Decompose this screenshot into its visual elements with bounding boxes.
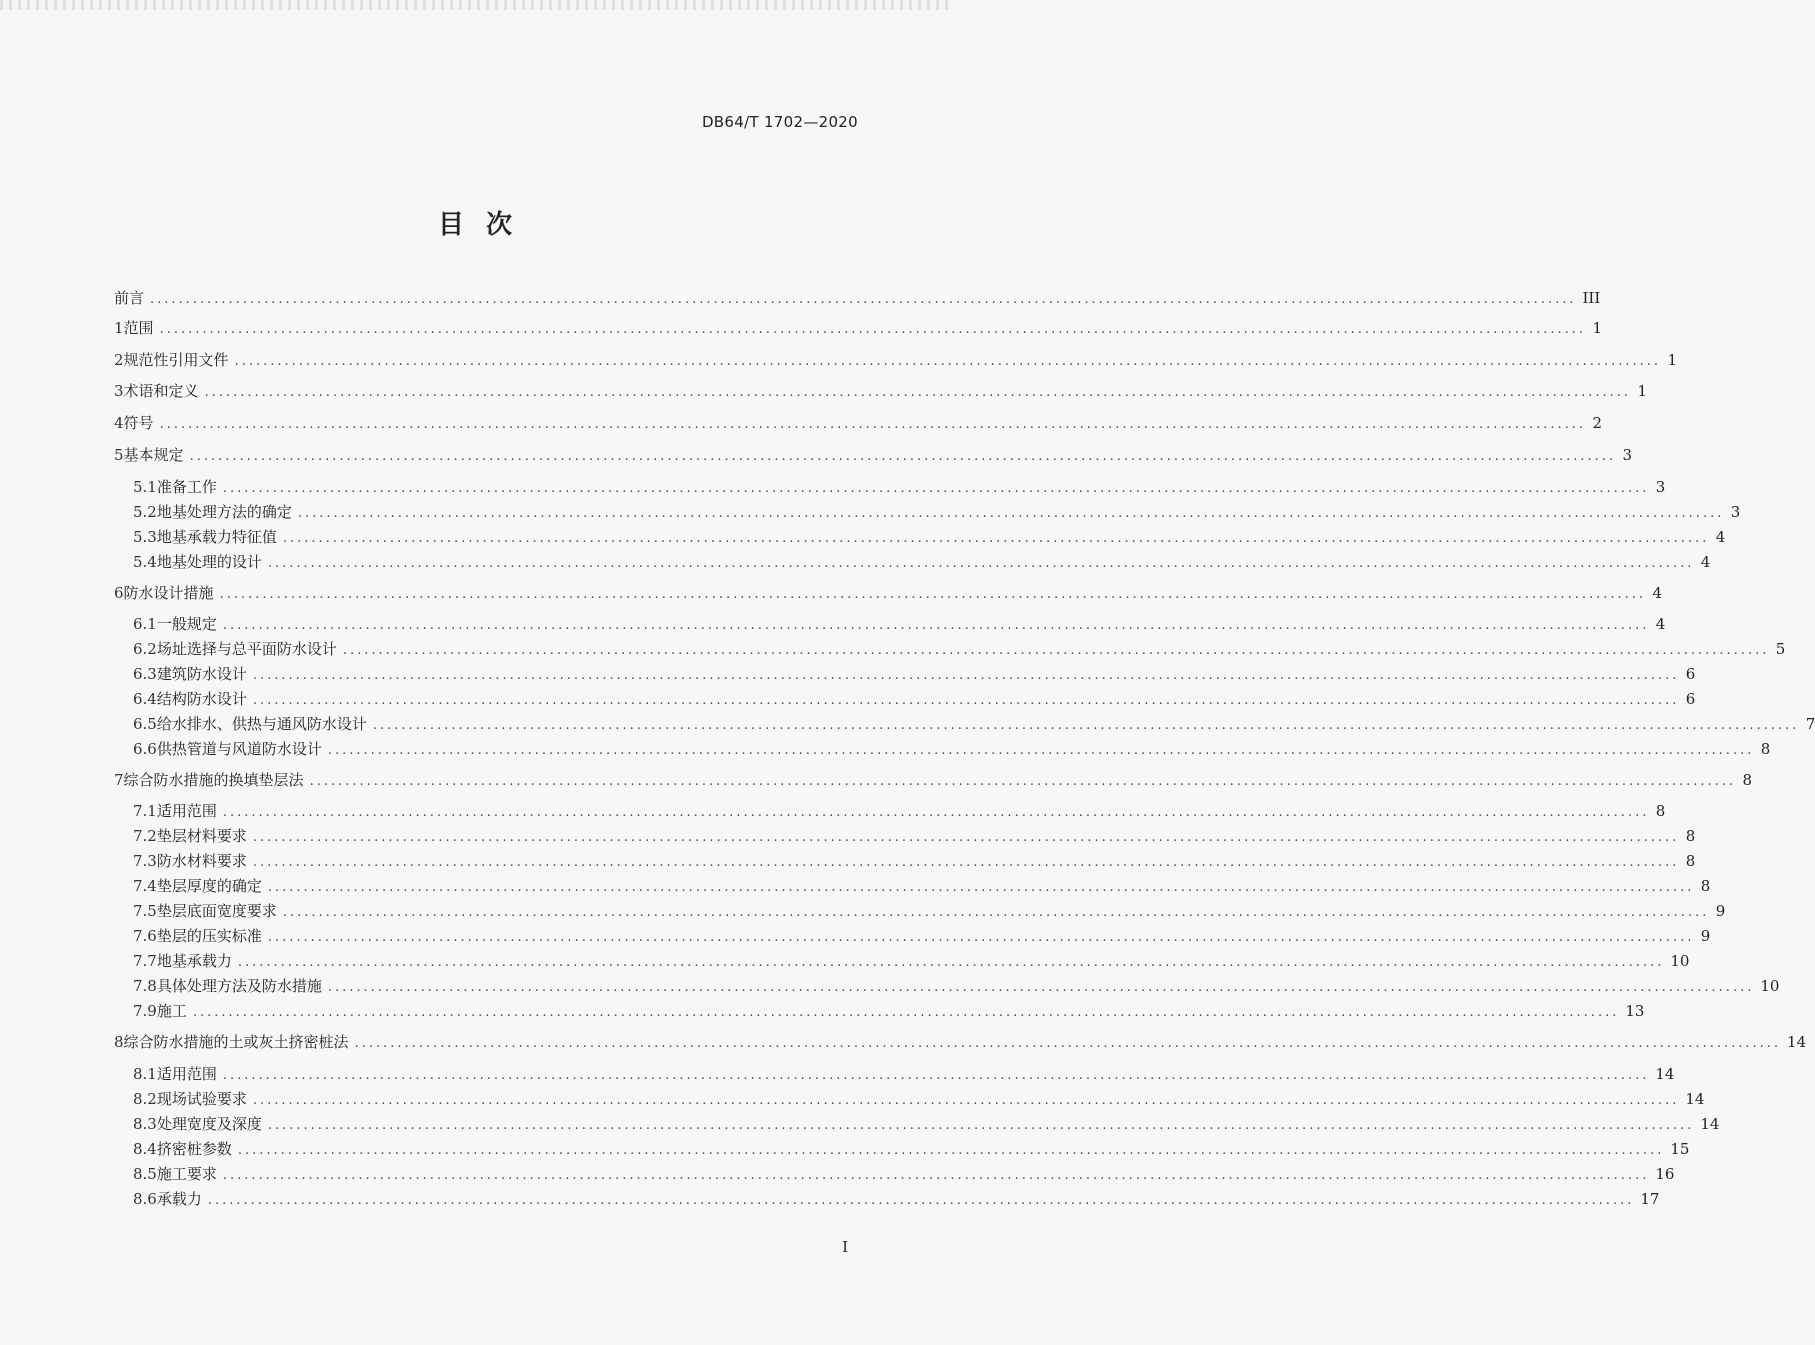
toc-entry-page: 16 [1655, 1165, 1675, 1183]
toc-entry-label: 建筑防水设计 [156, 665, 247, 683]
toc-entry-number: 8.6 [133, 1190, 157, 1208]
page-number: I [842, 1238, 848, 1256]
toc-entry-number: 7 [114, 771, 124, 789]
toc-entry-label: 术语和定义 [123, 382, 199, 400]
toc-entry-page: 8 [1742, 771, 1753, 789]
page-title: 目次 [437, 210, 534, 240]
toc-subentry[interactable] [133, 801, 1666, 821]
toc-entry-page: 1 [1667, 351, 1678, 369]
toc-entry-label: 挤密桩参数 [156, 1140, 232, 1158]
toc-entry-number: 5.1 [133, 478, 157, 496]
toc-subentry[interactable] [133, 1001, 1645, 1021]
toc-entry-page: 14 [1700, 1115, 1720, 1133]
toc-entry-page: 2 [1592, 414, 1603, 432]
toc-leader-dots: ........................................................................................................................................................................................................ [267, 556, 1695, 571]
toc-entry-page: 3 [1622, 446, 1633, 464]
toc-leader-dots: ........................................................................................................................................................................................................ [222, 1068, 1650, 1083]
toc-leader-dots: ........................................................................................................................................................................................................ [327, 743, 1755, 758]
toc-entry-number: 6.4 [133, 690, 157, 708]
toc-leader-dots: ........................................................................................................................................................................................................ [297, 506, 1725, 521]
toc-leader-dots: ........................................................................................................................................................................................................ [354, 1036, 1782, 1051]
toc-entry-number: 8.5 [133, 1165, 157, 1183]
toc-leader-dots: ........................................................................................................................................................................................................ [342, 643, 1770, 658]
toc-entry-number: 5.2 [133, 503, 157, 521]
toc-entry-label: 地基处理的设计 [156, 553, 262, 571]
toc-leader-dots: ........................................................................................................................................................................................................ [222, 805, 1650, 820]
toc-entry-label: 综合防水措施的换填垫层法 [123, 771, 304, 789]
toc-subentry[interactable] [133, 477, 1666, 497]
toc-entry-page: 3 [1655, 478, 1666, 496]
toc-entry-page: 8 [1760, 740, 1771, 758]
toc-entry-number: 8.4 [133, 1140, 157, 1158]
toc-entry-page: 8 [1655, 802, 1666, 820]
toc-subentry[interactable] [133, 714, 1815, 734]
toc-entry-number: 7.2 [133, 827, 157, 845]
toc-leader-dots: ........................................................................................................................................................................................................ [252, 693, 1680, 708]
toc-leader-dots: ........................................................................................................................................................................................................ [252, 668, 1680, 683]
toc-entry-page: 9 [1700, 927, 1711, 945]
toc-entry-number: 7.6 [133, 927, 157, 945]
toc-entry-label: 综合防水措施的土或灰土挤密桩法 [123, 1033, 349, 1051]
toc-entry-number: 1 [114, 319, 124, 337]
toc-entry-number: 7.3 [133, 852, 157, 870]
toc-subentry[interactable] [133, 614, 1666, 634]
toc-entry-page: 8 [1700, 877, 1711, 895]
toc-entry-number: 8 [114, 1033, 124, 1051]
toc-entry-label: 垫层的压实标准 [156, 927, 262, 945]
toc-entry-label: 范围 [123, 319, 154, 337]
toc-entry-number: 6.6 [133, 740, 157, 758]
toc-entry-page: III [1582, 289, 1601, 307]
toc-subentry[interactable] [133, 664, 1696, 684]
toc-entry-page: 14 [1655, 1065, 1675, 1083]
toc-entry-label: 前言 [114, 289, 145, 307]
toc-entry-page: 3 [1730, 503, 1741, 521]
toc-leader-dots: ........................................................................................................................................................................................................ [372, 718, 1800, 733]
toc-entry[interactable] [114, 770, 1753, 790]
toc-entry-page: 6 [1685, 690, 1696, 708]
toc-entry-label: 防水材料要求 [156, 852, 247, 870]
toc-subentry[interactable] [133, 851, 1696, 871]
toc-entry[interactable] [114, 381, 1648, 401]
toc-entry-number: 2 [114, 351, 124, 369]
toc-entry-label: 供热管道与风道防水设计 [156, 740, 322, 758]
toc-entry-number: 6.5 [133, 715, 157, 733]
toc-entry-label: 符号 [123, 414, 154, 432]
toc-entry-label: 防水设计措施 [123, 584, 214, 602]
toc-entry[interactable] [114, 1032, 1807, 1052]
toc-entry-label: 场址选择与总平面防水设计 [156, 640, 337, 658]
toc-entry-label: 给水排水、供热与通风防水设计 [156, 715, 367, 733]
toc-entry-page: 1 [1637, 382, 1648, 400]
toc-entry-number: 8.2 [133, 1090, 157, 1108]
toc-leader-dots: ........................................................................................................................................................................................................ [222, 1168, 1650, 1183]
toc-subentry[interactable] [133, 876, 1711, 896]
toc-entry-number: 3 [114, 382, 124, 400]
toc-entry-label: 规范性引用文件 [123, 351, 229, 369]
toc-entry-label: 垫层材料要求 [156, 827, 247, 845]
document-code: DB64/T 1702—2020 [701, 113, 858, 131]
toc-entry[interactable] [114, 445, 1633, 465]
toc-entry-label: 施工要求 [156, 1165, 217, 1183]
toc-entry-number: 8.3 [133, 1115, 157, 1133]
toc-leader-dots: ........................................................................................................................................................................................................ [252, 1093, 1680, 1108]
toc-subentry[interactable] [133, 976, 1780, 996]
toc-entry-label: 基本规定 [123, 446, 184, 464]
toc-leader-dots: ........................................................................................................................................................................................................ [219, 587, 1647, 602]
toc-entry-number: 5.4 [133, 553, 157, 571]
toc-leader-dots: ........................................................................................................................................................................................................ [237, 1143, 1665, 1158]
toc-entry-number: 6 [114, 584, 124, 602]
toc-leader-dots: ........................................................................................................................................................................................................ [207, 1193, 1635, 1208]
toc-entry-label: 现场试验要求 [156, 1090, 247, 1108]
toc-entry-label: 适用范围 [156, 802, 217, 820]
toc-subentry[interactable] [133, 926, 1711, 946]
toc-leader-dots: ........................................................................................................................................................................................................ [282, 531, 1710, 546]
toc-entry-label: 处理宽度及深度 [156, 1115, 262, 1133]
toc-entry-page: 14 [1787, 1033, 1807, 1051]
toc-leader-dots: ........................................................................................................................................................................................................ [189, 449, 1617, 464]
toc-entry-number: 6.3 [133, 665, 157, 683]
toc-entry-label: 一般规定 [156, 615, 217, 633]
toc-entry-label: 地基处理方法的确定 [156, 503, 292, 521]
toc-entry-page: 7 [1805, 715, 1815, 733]
toc-subentry[interactable] [133, 1064, 1675, 1084]
toc-subentry[interactable] [133, 527, 1726, 547]
toc-leader-dots: ........................................................................................................................................................................................................ [204, 385, 1632, 400]
toc-subentry[interactable] [133, 1139, 1690, 1159]
toc-entry-number: 8.1 [133, 1065, 157, 1083]
toc-subentry[interactable] [133, 502, 1741, 522]
toc-entry-page: 14 [1685, 1090, 1705, 1108]
toc-entry-number: 6.1 [133, 615, 157, 633]
toc-subentry[interactable] [133, 826, 1696, 846]
toc-entry-number: 6.2 [133, 640, 157, 658]
toc-entry-number: 7.1 [133, 802, 157, 820]
toc-entry-page: 5 [1775, 640, 1786, 658]
toc-subentry[interactable] [133, 739, 1771, 759]
toc-entry[interactable] [114, 318, 1603, 338]
toc-leader-dots: ........................................................................................................................................................................................................ [267, 1118, 1695, 1133]
toc-entry-label: 准备工作 [156, 478, 217, 496]
toc-entry-page: 8 [1685, 852, 1696, 870]
toc-entry-label: 垫层底面宽度要求 [156, 902, 277, 920]
toc-subentry[interactable] [133, 901, 1726, 921]
toc-leader-dots: ........................................................................................................................................................................................................ [267, 880, 1695, 895]
toc-leader-dots: ........................................................................................................................................................................................................ [252, 830, 1680, 845]
toc-entry-label: 垫层厚度的确定 [156, 877, 262, 895]
toc-entry-page: 15 [1670, 1140, 1690, 1158]
toc-entry-number: 7.8 [133, 977, 157, 995]
toc-entry-page: 4 [1700, 553, 1711, 571]
toc-entry-label: 施工 [156, 1002, 187, 1020]
toc-entry-page: 4 [1715, 528, 1726, 546]
toc-entry-number: 5 [114, 446, 124, 464]
toc-entry[interactable] [114, 583, 1663, 603]
toc-subentry[interactable] [133, 1189, 1660, 1209]
toc-leader-dots: ........................................................................................................................................................................................................ [282, 905, 1710, 920]
toc-leader-dots: ........................................................................................................................................................................................................ [327, 980, 1755, 995]
toc-subentry[interactable] [133, 1164, 1675, 1184]
toc-entry-label: 具体处理方法及防水措施 [156, 977, 322, 995]
toc-entry-label: 地基承载力 [156, 952, 232, 970]
toc-entry-number: 4 [114, 414, 124, 432]
toc-entry-number: 7.5 [133, 902, 157, 920]
toc-entry-page: 4 [1652, 584, 1663, 602]
toc-subentry[interactable] [133, 951, 1690, 971]
toc-entry-page: 13 [1625, 1002, 1645, 1020]
toc-leader-dots: ........................................................................................................................................................................................................ [192, 1005, 1620, 1020]
toc-entry-label: 地基承载力特征值 [156, 528, 277, 546]
toc-subentry[interactable] [133, 689, 1696, 709]
toc-entry[interactable] [114, 350, 1678, 370]
toc-leader-dots: ........................................................................................................................................................................................................ [222, 618, 1650, 633]
toc-entry-page: 10 [1760, 977, 1780, 995]
toc-subentry[interactable] [133, 639, 1786, 659]
toc-leader-dots: ........................................................................................................................................................................................................ [159, 417, 1587, 432]
toc-entry-page: 10 [1670, 952, 1690, 970]
toc-entry-page: 6 [1685, 665, 1696, 683]
toc-leader-dots: ........................................................................................................................................................................................................ [159, 322, 1587, 337]
toc-entry-page: 4 [1655, 615, 1666, 633]
toc-entry-page: 17 [1640, 1190, 1660, 1208]
toc-leader-dots: ........................................................................................................................................................................................................ [150, 292, 1577, 307]
toc-entry-page: 8 [1685, 827, 1696, 845]
toc-entry-number: 7.9 [133, 1002, 157, 1020]
toc-entry-label: 结构防水设计 [156, 690, 247, 708]
toc-leader-dots: ........................................................................................................................................................................................................ [237, 955, 1665, 970]
toc-entry-page: 1 [1592, 319, 1603, 337]
toc-entry[interactable] [114, 288, 1601, 308]
toc-entry-number: 7.4 [133, 877, 157, 895]
toc-entry-page: 9 [1715, 902, 1726, 920]
toc-subentry[interactable] [133, 552, 1711, 572]
toc-leader-dots: ........................................................................................................................................................................................................ [222, 481, 1650, 496]
toc-leader-dots: ........................................................................................................................................................................................................ [252, 855, 1680, 870]
toc-leader-dots: ........................................................................................................................................................................................................ [234, 354, 1662, 369]
toc-entry-number: 5.3 [133, 528, 157, 546]
toc-entry-number: 7.7 [133, 952, 157, 970]
toc-entry-label: 承载力 [156, 1190, 202, 1208]
toc-subentry[interactable] [133, 1114, 1720, 1134]
toc-entry-label: 适用范围 [156, 1065, 217, 1083]
toc-leader-dots: ........................................................................................................................................................................................................ [267, 930, 1695, 945]
toc-subentry[interactable] [133, 1089, 1705, 1109]
toc-entry[interactable] [114, 413, 1603, 433]
toc-leader-dots: ........................................................................................................................................................................................................ [309, 774, 1737, 789]
